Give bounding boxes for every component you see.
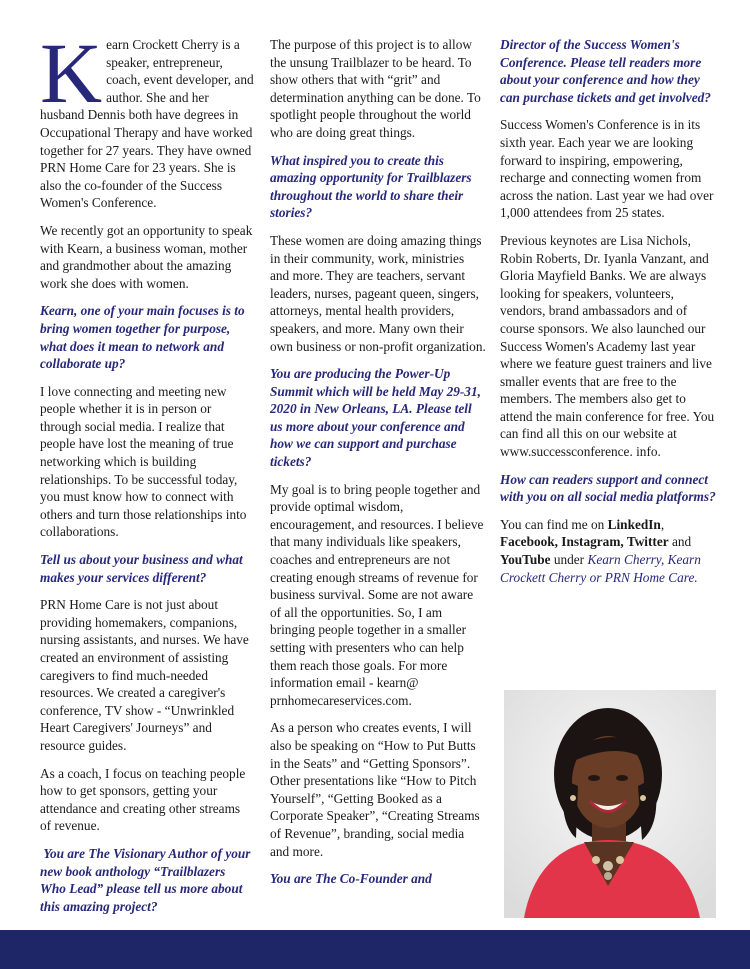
youtube-text: YouTube xyxy=(500,552,551,568)
question-heading: You are producing the Power-Up Summit which will be held May 29-31, 2020 in New Orleans, LA. Please tell us more about your conference and how we can support and purchase tickets? xyxy=(270,366,481,470)
intro-text: earn Crockett Cherry is a speaker, entrepreneur, coach, event developer, and author. She and her husband Dennis both have degrees in Occupational Therapy and have worked together for 27 years. They have owned PRN Home Care for 23 years. She is also the co-founder of the Success Women's Conference. xyxy=(40,37,254,211)
social-text: You can find me on xyxy=(500,516,608,532)
paragraph: We recently got an opportunity to speak with Kearn, a business woman, mother and grandmother about the amazing work she does with women. xyxy=(40,222,253,291)
answer-paragraph: Previous keynotes are Lisa Nichols, Robin Roberts, Dr. Iyanla Vanzant, and Gloria Mayfield Banks. We are always looking for speakers, volunteers, vendors, brand ambassadors and of course sponsors. We also launched our Success Women's Academy last year where we feature guest trainers and live smaller events that are free to the members. The members also get to attend the main conference for free. You can find all this on our website at www.successconference. info. xyxy=(500,232,715,460)
question-heading: What inspired you to create this amazing opportunity for Trailblazers throughout the world to share their stories? xyxy=(270,152,472,221)
answer-paragraph: As a coach, I focus on teaching people how to get sponsors, getting your attendance and creating other streams of revenue. xyxy=(40,765,246,834)
question-heading: Kearn, one of your main focuses is to bring women together for purpose, what does it mean to network and collaborate up? xyxy=(40,303,245,372)
column-left xyxy=(40,25,254,925)
portrait-photo xyxy=(504,690,716,918)
social-platforms-text: Facebook, Instagram, Twitter xyxy=(500,534,669,550)
social-sep: , xyxy=(660,516,665,532)
drop-cap: K xyxy=(40,25,103,121)
answer-paragraph: My goal is to bring people together and provide optimal wisdom, encouragement, and resources. I believe that many individuals like speakers, coaches and entrepreneurs are not creating enough streams of revenue for business survival. Some are not aware of all the opportunities. So, I am bringing people together in a smaller setting with presenters who can help them reach those goals. For more information email - kearn@ prnhomecareservices.com. xyxy=(270,481,484,708)
column-right xyxy=(500,36,718,596)
answer-paragraph: PRN Home Care is not just about providing homemakers, companions, nursing assistants, and nurses. We have created an environment of assisting caregivers to find much-needed resources. We created a caregiver's conference, TV show - “Unwrinkled Heart Caregivers' Journeys” and resource guides. xyxy=(40,597,249,753)
social-under: under xyxy=(550,552,588,568)
answer-paragraph: These women are doing amazing things in their community, work, ministries and more. They are teachers, servant leaders, nurses, pageant queen, singers, attorneys, mental health providers, speakers, and more. Many own their own business or non-profit organization. xyxy=(270,232,486,354)
question-heading: How can readers support and connect with you on all social media platforms? xyxy=(500,471,716,505)
answer-paragraph: I love connecting and meeting new people whether it is in person or through social media. I realize that people have lost the meaning of true networking which is building relationships. To be successful today, you must know how to connect with others and turn those relationships into collaborations. xyxy=(40,383,247,540)
column-middle xyxy=(270,36,486,898)
question-heading: You are The Visionary Author of your new book anthology “Trailblazers Who Lead” please tell us more about this amazing project? xyxy=(40,845,254,914)
answer-paragraph: As a person who creates events, I will also be speaking on “How to Put Butts in the Seats” and “Getting Sponsors”. Other presentations like “How to Pitch Yourself”, “Getting Booked as a Corporate Speaker”, “Creating Streams of Revenue”, branding, social media and more. xyxy=(270,720,480,859)
footer-bar xyxy=(0,930,750,969)
portrait-illustration xyxy=(504,690,716,918)
question-heading: You are The Co-Founder and xyxy=(270,871,432,887)
answer-paragraph: The purpose of this project is to allow the unsung Trailblazer to be heard. To show others that with “grit” and determination anything can be done. To spotlight people throughout the world who are doing great things. xyxy=(270,37,481,140)
answer-paragraph: Success Women's Conference is in its sixth year. Each year we are looking forward to inspiring, empowering, recharge and connecting women from across the nation. Last year we had over 1,000 attendees from 25 states. xyxy=(500,117,714,221)
question-heading: Director of the Success Women's Conference. Please tell readers more about your conference and how they can purchase tickets and get involved? xyxy=(500,37,711,105)
question-heading: Tell us about your business and what makes your services different? xyxy=(40,552,243,585)
social-paragraph xyxy=(500,516,718,586)
social-and: and xyxy=(668,534,692,550)
intro-paragraph xyxy=(40,25,254,212)
linkedin-text: LinkedIn xyxy=(607,516,661,532)
name-list: Kearn Cherry, Kearn Crockett Cherry or PRN Home Care. xyxy=(500,552,701,585)
